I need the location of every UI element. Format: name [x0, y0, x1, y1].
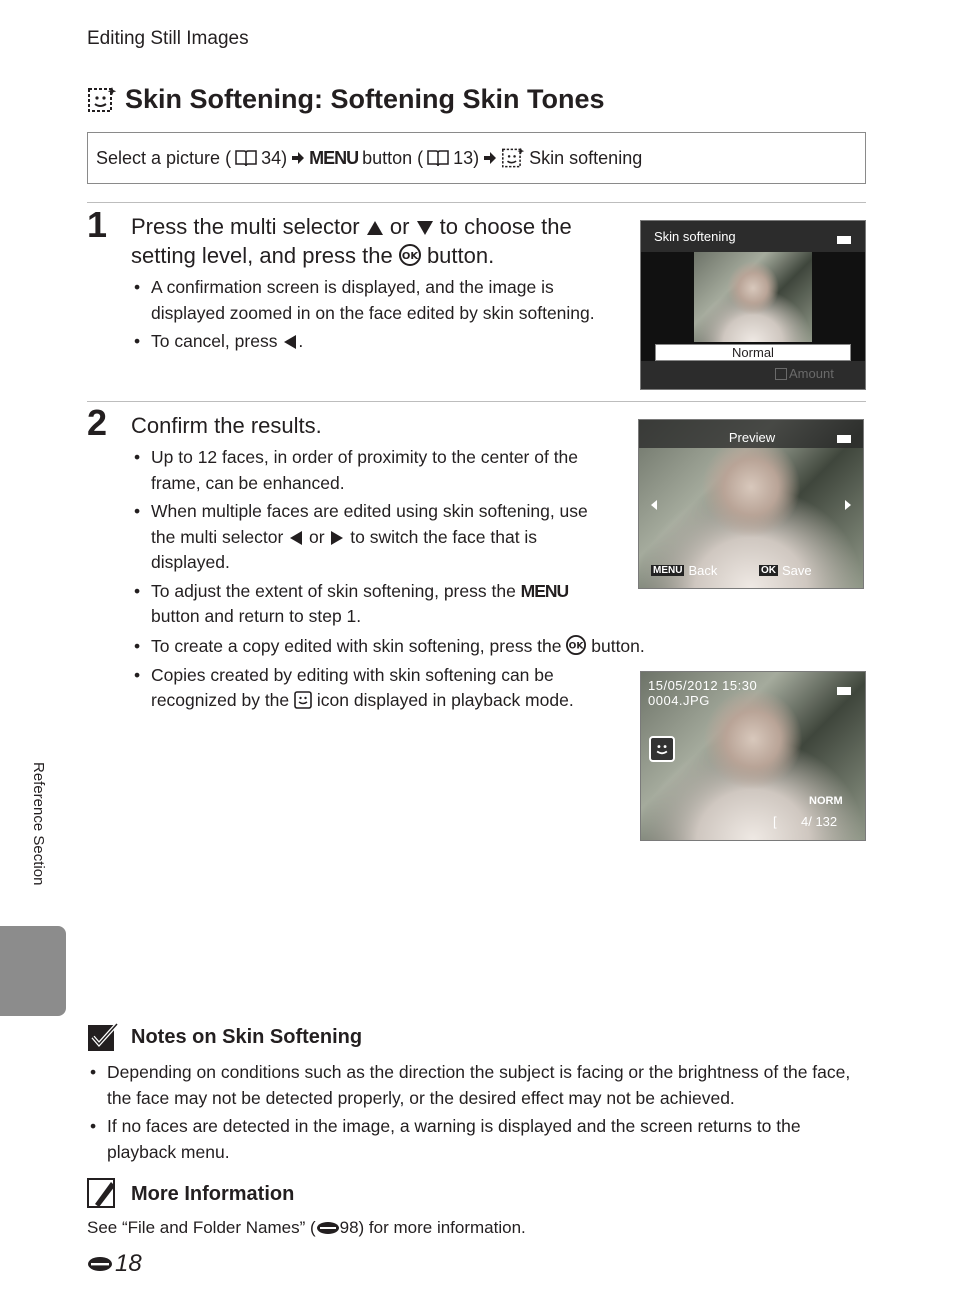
- skin-softening-icon: [501, 147, 525, 169]
- skin-softening-icon: [87, 86, 117, 114]
- screen-title: Preview: [728, 430, 776, 445]
- more-info-title: More Information: [131, 1182, 295, 1205]
- ok-button-icon: [566, 635, 586, 655]
- ok-button-icon: [399, 244, 421, 266]
- step-1-text-c: button.: [420, 243, 495, 268]
- svg-text:OK: OK: [568, 641, 584, 652]
- more-info-text-b: 98) for more information.: [339, 1218, 526, 1237]
- bullet-text: To create a copy edited with skin softening, press the: [151, 636, 567, 656]
- camera-screen-playback: [640, 671, 866, 841]
- reference-section-icon: [316, 1221, 340, 1235]
- svg-text:OK: OK: [401, 251, 418, 262]
- pencil-note-icon: [87, 1178, 119, 1210]
- bullet-text: .: [298, 331, 304, 351]
- bullet-text: When multiple faces are edited using skin softening, use the multi selector: [151, 501, 588, 547]
- battery-icon: [837, 236, 851, 244]
- nav-ref1: 34): [261, 147, 288, 168]
- notes-title: Notes on Skin Softening: [131, 1025, 363, 1048]
- memory-icon: [: [773, 814, 777, 829]
- more-info-heading: [87, 1178, 294, 1210]
- list-item: [131, 634, 731, 660]
- book-reference-icon: [427, 149, 449, 167]
- step-2-heading: Confirm the results.: [131, 413, 322, 438]
- page-title: [87, 84, 605, 115]
- back-hint: [651, 563, 717, 578]
- bullet-text: button and return to step 1.: [151, 606, 362, 626]
- section-tab: [0, 926, 66, 1016]
- arrow-right-icon: [483, 151, 497, 165]
- level-selector: Normal: [655, 344, 851, 361]
- more-info-text-a: See “File and Folder Names” (: [87, 1218, 316, 1237]
- image-quality: NORM: [809, 795, 843, 807]
- nav-ref2: 13): [453, 147, 480, 168]
- list-item: [131, 329, 606, 355]
- running-header: Editing Still Images: [87, 28, 249, 49]
- nav-skin-softening: Skin softening: [529, 147, 643, 168]
- notes-list: [87, 1060, 867, 1168]
- divider: [87, 401, 866, 402]
- back-label: Back: [688, 563, 718, 578]
- menu-button-label: MENU: [520, 580, 569, 601]
- list-item: • If no faces are detected in the image, a warning is displayed and the screen returns to the playback menu.: [87, 1114, 867, 1165]
- page-number-text: 18: [115, 1250, 142, 1277]
- step-1-text-or: or: [383, 214, 416, 239]
- bullet-text: To cancel, press: [151, 331, 283, 351]
- softened-copy-icon: [649, 736, 675, 762]
- step-number: 2: [87, 402, 108, 443]
- book-reference-icon: [235, 149, 257, 167]
- camera-screen-skin-softening: [640, 220, 866, 390]
- bullet-text: or: [304, 526, 330, 547]
- list-item: [131, 663, 621, 714]
- multi-selector-icon: [775, 368, 787, 380]
- side-section-label: Reference Section: [30, 762, 47, 886]
- checkmark-note-icon: [87, 1022, 119, 1052]
- screen-title: Skin softening: [654, 229, 736, 244]
- step-number: 1: [87, 204, 108, 245]
- camera-screen-preview: [638, 419, 864, 589]
- filename: 0004.JPG: [648, 693, 710, 708]
- amount-label: Amount: [789, 366, 834, 381]
- arrow-right-icon: [291, 151, 305, 165]
- reference-section-icon: [87, 1255, 113, 1273]
- right-arrow-icon: [845, 500, 851, 510]
- nav-button-text: button (: [362, 147, 424, 168]
- battery-icon: [837, 687, 851, 695]
- up-triangle-icon: [366, 219, 384, 237]
- amount-hint: [775, 366, 834, 381]
- image-counter: 4/ 132: [801, 814, 838, 829]
- menu-key-icon: MENU: [653, 565, 683, 576]
- bullet-text: button.: [586, 636, 645, 656]
- down-triangle-icon: [416, 219, 434, 237]
- left-triangle-icon: [288, 530, 304, 546]
- step-2-bullets: [131, 445, 611, 633]
- save-label: Save: [782, 563, 812, 578]
- step-1-text-b: to choose the setting level, and press the: [131, 214, 572, 268]
- bullet-text: to switch the face that is displayed.: [151, 526, 538, 572]
- left-arrow-icon: [651, 500, 657, 510]
- list-item: [131, 579, 611, 630]
- divider: [87, 202, 866, 203]
- datetime: 15/05/2012 15:30: [648, 678, 758, 693]
- save-hint: [759, 563, 812, 578]
- ok-key-icon: OK: [761, 565, 776, 576]
- title-text: Skin Softening: Softening Skin Tones: [125, 84, 605, 114]
- step-1-bullets: [131, 275, 606, 358]
- step-1-text-a: Press the multi selector: [131, 214, 366, 239]
- nav-select: Select a picture (: [96, 147, 232, 168]
- softened-copy-icon: [294, 691, 312, 709]
- page-number: [87, 1250, 142, 1278]
- notes-heading: [87, 1022, 362, 1052]
- step-1-instruction: [131, 212, 621, 270]
- list-item: • A confirmation screen is displayed, and the image is displayed zoomed in on the face edited by skin softening.: [131, 275, 606, 326]
- bullet-text: To adjust the extent of skin softening, press the: [151, 580, 521, 601]
- bullet-text: icon displayed in playback mode.: [312, 690, 574, 710]
- list-item: • Depending on conditions such as the direction the subject is facing or the brightness of the face, the face may not be detected properly, or the desired effect may not be achieved.: [87, 1060, 867, 1111]
- portrait-thumbnail: [694, 252, 812, 342]
- battery-icon: [837, 435, 851, 443]
- right-triangle-icon: [329, 530, 345, 546]
- list-item: [131, 499, 611, 576]
- more-info-text: [87, 1218, 526, 1238]
- list-item: • Up to 12 faces, in order of proximity to the center of the frame, can be enhanced.: [131, 445, 611, 496]
- menu-button-label: MENU: [309, 147, 359, 168]
- navigation-path: [87, 132, 866, 184]
- left-triangle-icon: [282, 334, 298, 350]
- bullet-text: Copies created by editing with skin softening can be recognized by the: [151, 664, 554, 710]
